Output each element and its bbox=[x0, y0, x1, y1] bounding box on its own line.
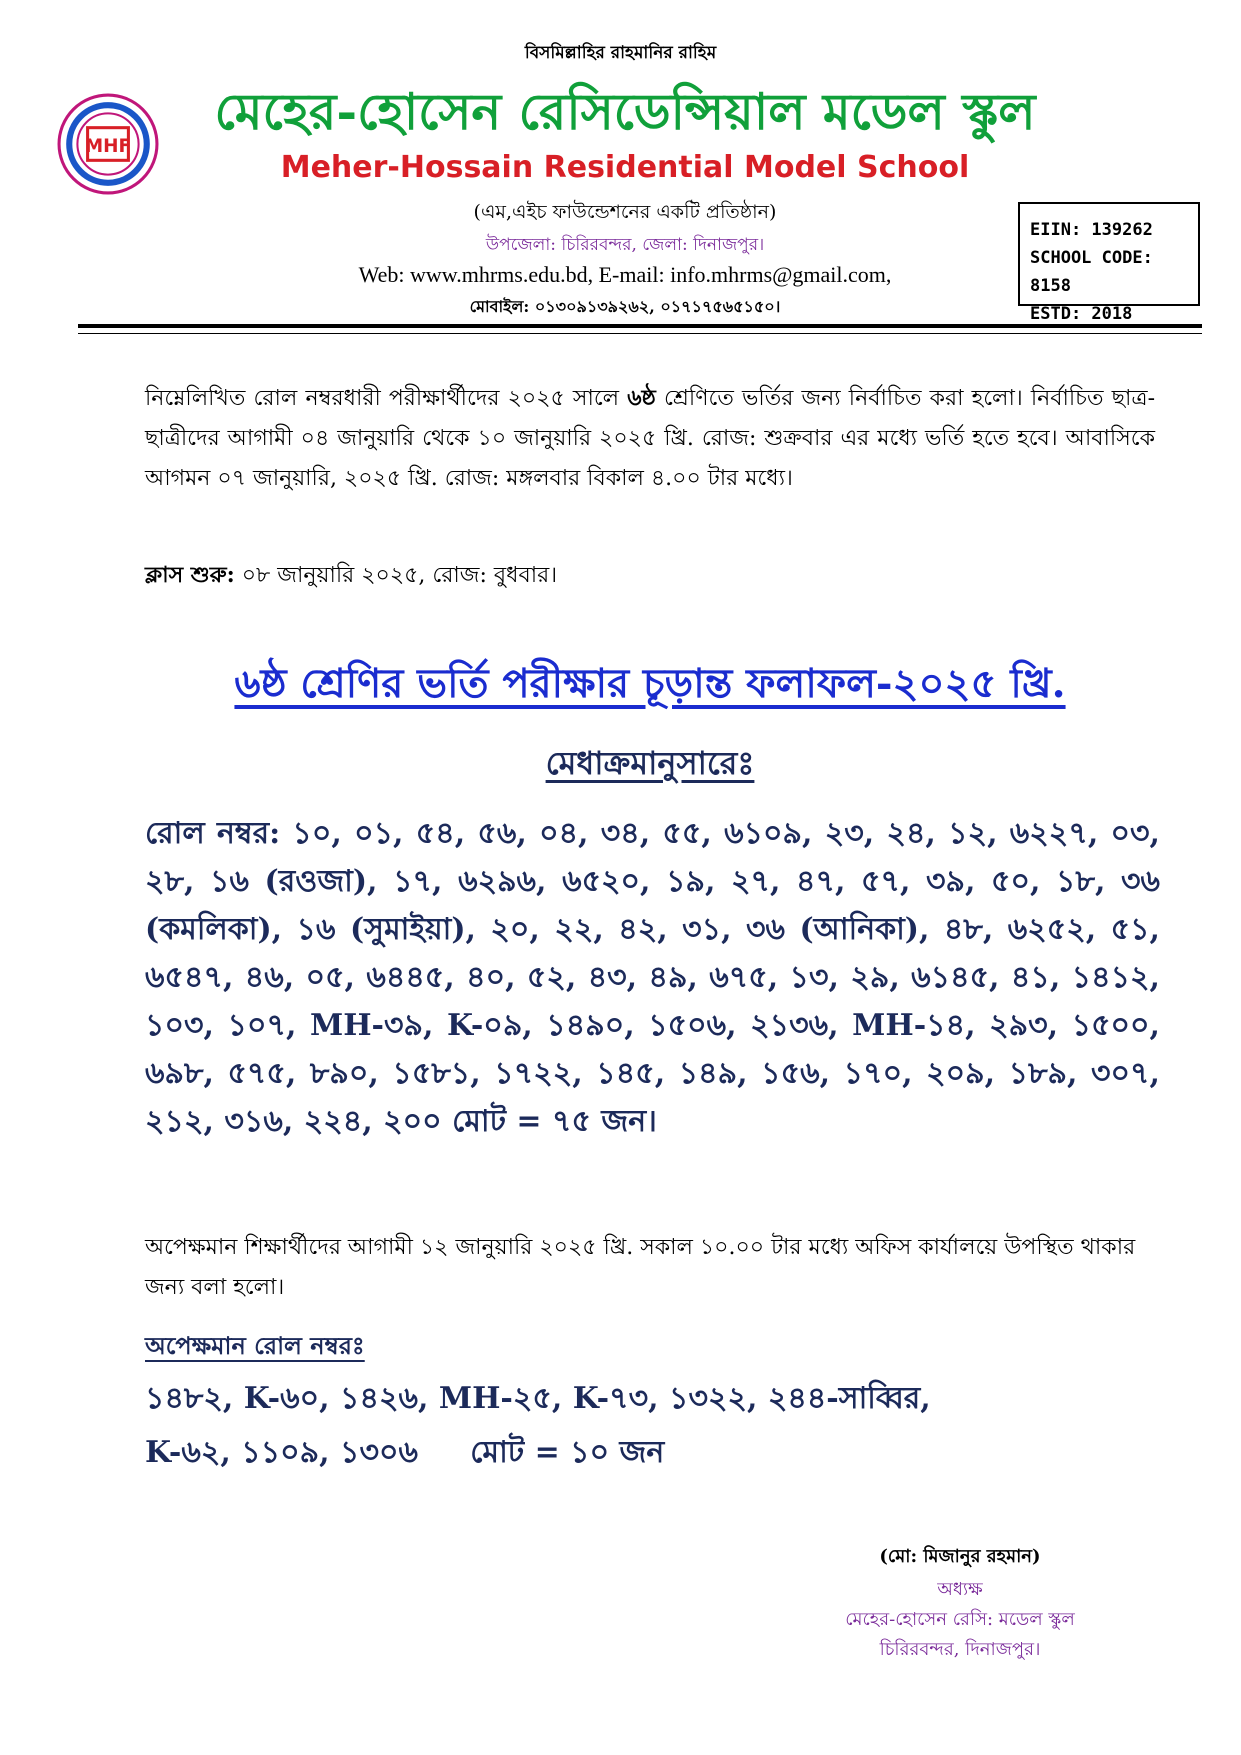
school-name-bengali: মেহের-হোসেন রেসিডেন্সিয়াল মডেল স্কুল bbox=[214, 82, 1036, 141]
waiting-heading: অপেক্ষমান রোল নম্বরঃ bbox=[145, 1331, 365, 1360]
class-start-label: ক্লাস শুরু: bbox=[145, 562, 235, 588]
admission-notice bbox=[145, 378, 1155, 499]
school-logo bbox=[57, 93, 159, 195]
estd-text: ESTD: 2018 bbox=[1030, 304, 1133, 324]
header-divider-thick bbox=[78, 324, 1202, 328]
notice-class-bold: ৬ষ্ঠ bbox=[627, 385, 656, 411]
bismillah-text: বিসমিল্লাহির রাহমানির রাহিম bbox=[524, 43, 717, 63]
signatory-place: চিরিরবন্দর, দিনাজপুর। bbox=[879, 1639, 1041, 1660]
waiting-roll-list bbox=[145, 1372, 1155, 1480]
selected-roll-list: রোল নম্বর: ১০, ০১, ৫৪, ৫৬, ০৪, ৩৪, ৫৫, ৬১০৯, ২৩, ২৪, ১২, ৬২২৭, ০৩, ২৮, ১৬ (রওজা), ১৭, ৬২৯৬, ৬৫২০, ১৯, ২৭, ৪৭, ৫৭, ৩৯, ৫০, ১৮, ৩৬ (কমলিকা), ১৬ (সুমাইয়া), ২০, ২২, ৪২, ৩১, ৩৬ (আনিকা), ৪৮, ৬২৫২, ৫১, ৬৫৪৭, ৪৬, ০৫, ৬৪৪৫, ৪০, ৫২, ৪৩, ৪৯, ৬৭৫, ১৩, ২৯, ৬১৪৫, ৪১, ১৪১২, ১০৩, ১০৭, MH-৩৯, K-০৯, ১৪৯০, ১৫০৬, ২১৩৬, MH-১৪, ২৯৩, ১৫০০, ৬৯৮, ৫৭৫, ৮৯০, ১৫৮১, ১৭২২, ১৪৫, ১৪৯, ১৫৬, ১৭০, ২০৯, ১৮৯, ৩০৭, ২১২, ৩১৬, ২২৪, ২০০ মোট = ৭৫ জন। bbox=[145, 816, 1160, 1139]
school-name-english: Meher-Hossain Residential Model School bbox=[280, 150, 970, 185]
notice-text-1: নিম্নেলিখিত রোল নম্বরধারী পরীক্ষার্থীদের ২০২৫ সালে bbox=[145, 386, 628, 411]
notice-text-2: শ্রেণিতে ভর্তির জন্য নির্বাচিত করা হলো। নির্বাচিত ছাত্র-ছাত্রীদের আগামী ০৪ জানুয়ারি থেকে ১০ জানুয়ারি ২০২৫ খ্রি. রোজ: শুক্রবার এর মধ্যে ভর্তি হতে হবে। আবাসিকে আগমন ০৭ জানুয়ারি, ২০২৫ খ্রি. রোজ: মঙ্গলবার বিকাল ৪.০০ টার মধ্যে। bbox=[145, 386, 1155, 491]
mobile-text: মোবাইল: ০১৩০৯১৩৯২৬২, ০১৭১৭৫৬৫১৫০। bbox=[469, 297, 781, 316]
location-text: উপজেলা: চিরিরবন্দর, জেলা: দিনাজপুর। bbox=[485, 235, 765, 255]
logo-letters: MHF bbox=[84, 136, 132, 158]
header-divider-thin bbox=[78, 333, 1202, 334]
waiting-list-line-2: K-৬২, ১১০৯, ১৩০৬ মোট = ১০ জন bbox=[145, 1435, 665, 1470]
eiin-text: EIIN: 139262 bbox=[1030, 220, 1153, 240]
result-heading: ৬ষ্ঠ শ্রেণির ভর্তি পরীক্ষার চূড়ান্ত ফলাফল-২০২৫ খ্রি. bbox=[234, 660, 1066, 707]
signatory-school: মেহের-হোসেন রেসি: মডেল স্কুল bbox=[845, 1609, 1075, 1630]
waiting-list-line-1: ১৪৮২, K-৬০, ১৪২৬, MH-২৫, K-৭৩, ১৩২২, ২৪৪-সাব্বির, bbox=[145, 1381, 931, 1416]
school-code-text: SCHOOL CODE: 8158 bbox=[1030, 248, 1153, 296]
school-info-box bbox=[1018, 202, 1200, 324]
signatory-name: (মো: মিজানুর রহমান) bbox=[879, 1546, 1041, 1567]
merit-heading: মেধাক্রমানুসারেঃ bbox=[545, 744, 755, 782]
signatory-title: অধ্যক্ষ bbox=[937, 1579, 983, 1600]
class-start-line bbox=[145, 555, 1155, 596]
waiting-notice: অপেক্ষমান শিক্ষার্থীদের আগামী ১২ জানুয়ারি ২০২৫ খ্রি. সকাল ১০.০০ টার মধ্যে অফিস কার্যালয়ে উপস্থিত থাকার জন্য বলা হলো। bbox=[145, 1235, 1136, 1300]
web-email-text: Web: www.mhrms.edu.bd, E-mail: info.mhrms@gmail.com, bbox=[358, 262, 892, 287]
class-start-value: ০৮ জানুয়ারি ২০২৫, রোজ: বুধবার। bbox=[234, 563, 558, 588]
foundation-subtitle: (এম,এইচ ফাউন্ডেশনের একটি প্রতিষ্ঠান) bbox=[473, 201, 777, 223]
